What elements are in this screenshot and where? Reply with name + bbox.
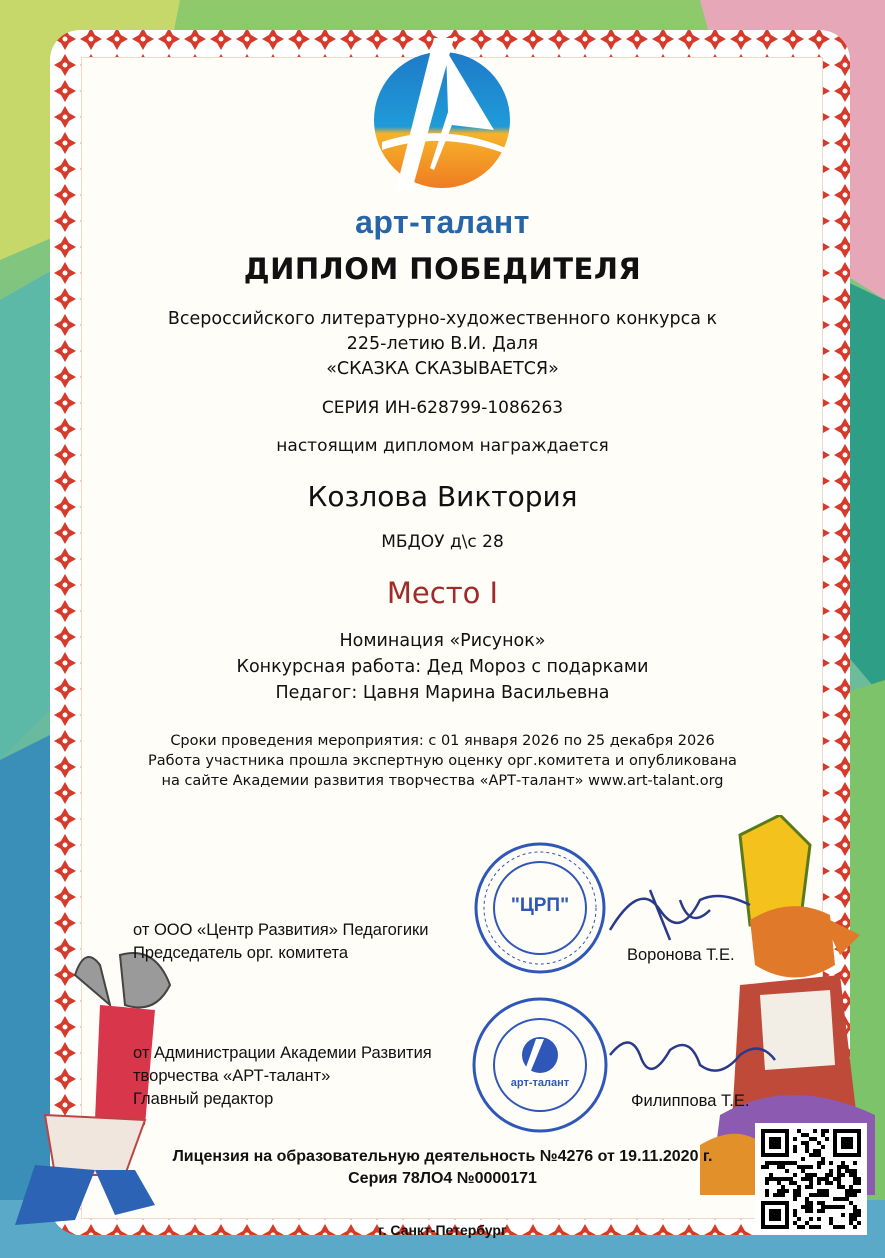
- signature-1-name: Воронова Т.Е.: [627, 946, 735, 964]
- license-line-1: Лицензия на образовательную деятельность №4276 от 19.11.2020 г.: [172, 1148, 713, 1165]
- signature-block-2: [133, 1042, 432, 1111]
- terms-line-2: Работа участника прошла экспертную оценку орг.комитета и опубликована: [148, 753, 737, 769]
- signature-2-line-2: творчества «АРТ-талант»: [133, 1067, 331, 1085]
- city: г. Санкт-Петербург: [378, 1222, 507, 1238]
- stamp-crp: [472, 840, 608, 976]
- signature-1-line-2: Председатель орг. комитета: [133, 944, 349, 962]
- signature-2-line-1: от Администрации Академии Развития: [133, 1044, 432, 1062]
- signature-2-name: Филиппова Т.Е.: [631, 1092, 750, 1110]
- signature-block-1: [133, 919, 428, 965]
- recipient-organization: МБДОУ д\с 28: [381, 532, 504, 552]
- competition-line-2: 225-летию В.И. Даля: [346, 334, 539, 354]
- competition-work: Конкурсная работа: Дед Мороз с подарками: [236, 657, 649, 677]
- art-talant-logo-icon: [372, 30, 512, 200]
- qr-code-icon: [761, 1129, 861, 1229]
- terms-line-1: Сроки проведения мероприятия: с 01 января 2026 по 25 декабря 2026: [170, 733, 715, 749]
- terms: [0, 731, 885, 791]
- license-line-2: Серия 78ЛО4 №0000171: [348, 1170, 537, 1187]
- license-info: [0, 1146, 885, 1190]
- place-award: Место I: [386, 576, 499, 610]
- stamp-art-talant: [470, 995, 610, 1135]
- award-text: настоящим дипломом награждается: [276, 436, 609, 456]
- terms-line-3: на сайте Академии развития творчества «АРТ-талант» www.art-talant.org: [161, 773, 724, 789]
- series-number: СЕРИЯ ИН-628799-1086263: [321, 398, 564, 418]
- stamp-crp-text: "ЦРП": [510, 895, 570, 916]
- signature-2-scribble: [600, 1025, 780, 1095]
- diploma-title: ДИПЛОМ ПОБЕДИТЕЛЯ: [243, 252, 642, 286]
- signature-2-line-3: Главный редактор: [133, 1090, 274, 1108]
- recipient-name: Козлова Виктория: [307, 480, 578, 513]
- stamp-art-talant-icon: [470, 995, 610, 1135]
- signature-1-line-1: от ООО «Центр Развития» Педагогики: [133, 921, 429, 939]
- teacher: Педагог: Цавня Марина Васильевна: [275, 683, 610, 703]
- qr-code[interactable]: [755, 1123, 867, 1235]
- nomination: Номинация «Рисунок»: [339, 631, 546, 651]
- competition-line-3: «СКАЗКА СКАЗЫВАЕТСЯ»: [326, 359, 559, 379]
- stamp-art-talant-text: арт-талант: [510, 1077, 570, 1089]
- competition-line-1: Всероссийского литературно-художественного конкурса к: [167, 309, 718, 329]
- competition-description: [0, 307, 885, 382]
- signature-1-scribble: [600, 870, 760, 950]
- brand-wordmark: арт-талант: [355, 204, 530, 240]
- work-details: [0, 628, 885, 706]
